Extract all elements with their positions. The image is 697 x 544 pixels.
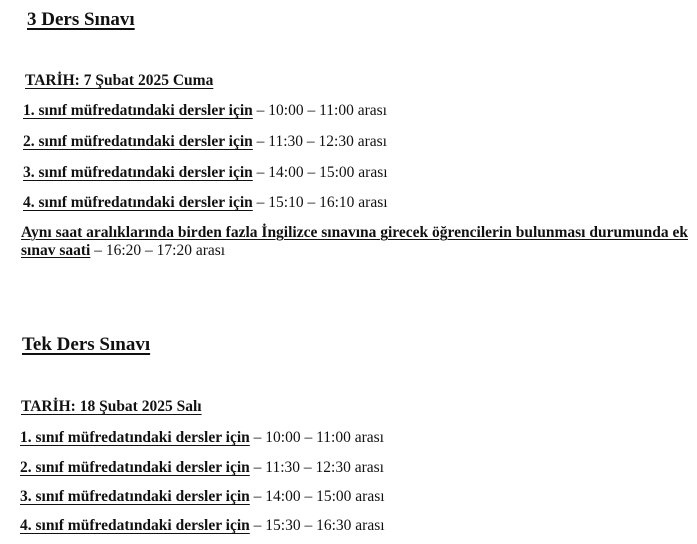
section-2-date: TARİH: 18 Şubat 2025 Salı bbox=[21, 398, 202, 415]
section-1-row bbox=[23, 194, 388, 212]
row-label: 1. sınıf müfredatındaki dersler için bbox=[20, 429, 250, 446]
section-2-row bbox=[20, 459, 384, 477]
section-1-title: 3 Ders Sınavı bbox=[27, 9, 135, 30]
row-time: – 14:00 – 15:00 arası bbox=[249, 488, 385, 505]
row-time: – 10:00 – 11:00 arası bbox=[249, 429, 384, 446]
section-2-row bbox=[20, 429, 384, 447]
row-label: 2. sınıf müfredatındaki dersler için bbox=[23, 133, 253, 150]
row-label: 3. sınıf müfredatındaki dersler için bbox=[23, 164, 253, 181]
row-time: – 11:30 – 12:30 arası bbox=[252, 133, 387, 150]
note-label: Aynı saat aralıklarında birden fazla İngilizce sınavına girecek öğrencilerin bulunması durumunda ek sınav saati bbox=[21, 224, 688, 259]
row-label: 1. sınıf müfredatındaki dersler için bbox=[23, 102, 253, 119]
section-1-row bbox=[23, 102, 387, 120]
section-2-row bbox=[20, 517, 385, 535]
row-time: – 15:10 – 16:10 arası bbox=[252, 194, 388, 211]
row-label: 4. sınıf müfredatındaki dersler için bbox=[23, 194, 253, 211]
section-1-row bbox=[23, 164, 388, 182]
row-label: 3. sınıf müfredatındaki dersler için bbox=[20, 488, 250, 505]
section-2-title: Tek Ders Sınavı bbox=[22, 334, 151, 355]
section-1-date: TARİH: 7 Şubat 2025 Cuma bbox=[25, 72, 214, 89]
section-1-row bbox=[23, 133, 387, 151]
section-2-row bbox=[20, 488, 385, 506]
row-time: – 11:30 – 12:30 arası bbox=[249, 459, 384, 476]
row-time: – 10:00 – 11:00 arası bbox=[252, 102, 387, 119]
row-label: 2. sınıf müfredatındaki dersler için bbox=[20, 459, 250, 476]
row-time: – 15:30 – 16:30 arası bbox=[249, 517, 385, 534]
row-time: – 14:00 – 15:00 arası bbox=[252, 164, 388, 181]
note-time: – 16:20 – 17:20 arası bbox=[90, 242, 226, 259]
row-label: 4. sınıf müfredatındaki dersler için bbox=[20, 517, 250, 534]
extra-exam-note bbox=[21, 224, 693, 260]
